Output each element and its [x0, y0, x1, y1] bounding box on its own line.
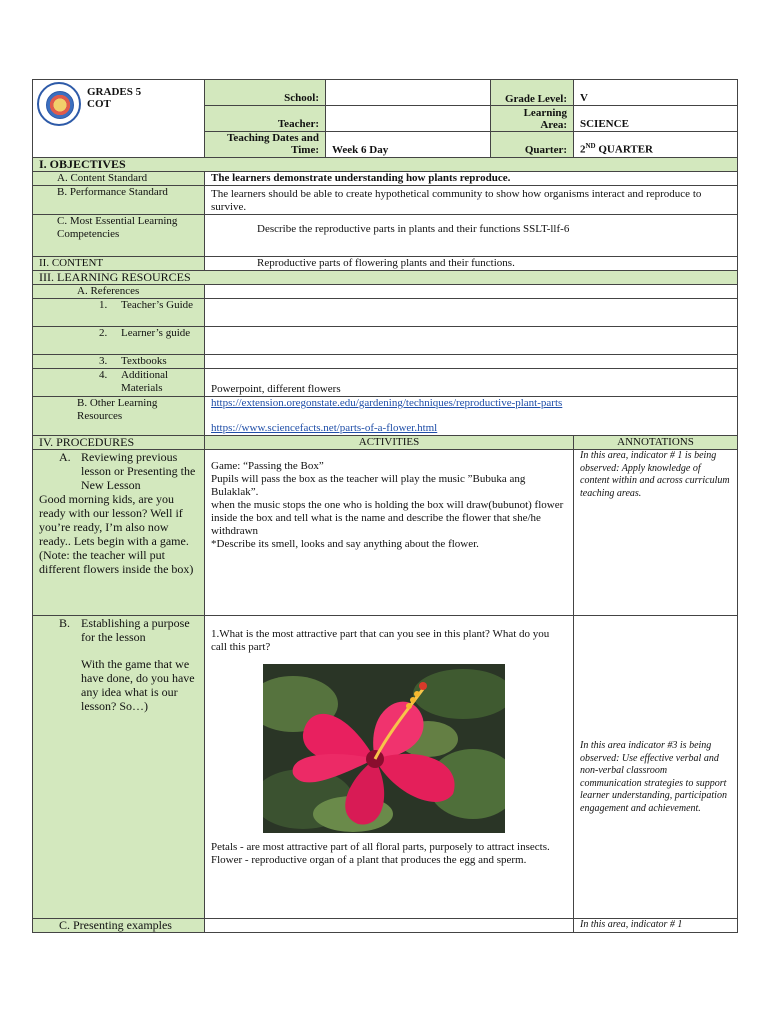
procedure-a-activities: [205, 450, 574, 616]
activity-game-describe: *Describe its smell, looks and say anything about the flower.: [211, 538, 479, 550]
grade-level-value: V: [574, 80, 738, 106]
activities-header: ACTIVITIES: [205, 436, 574, 450]
resource-link-sciencefacts[interactable]: https://www.sciencefacts.net/parts-of-a-flower.html: [211, 422, 438, 434]
references-value: [205, 285, 738, 299]
teachers-guide-value: [205, 299, 738, 327]
dates-label: Teaching Dates and Time:: [205, 132, 326, 158]
procedures-title: IV. PROCEDURES: [33, 436, 205, 450]
textbooks-value: [205, 355, 738, 369]
content-standard-value: The learners demonstrate understanding how plants reproduce.: [205, 172, 738, 186]
activity-game-instructions: Pupils will pass the box as the teacher will play the music ”Bubuka ang Bulaklak”.: [211, 473, 526, 498]
header-logo-cell: [33, 80, 205, 158]
other-resources-links: [205, 397, 738, 436]
performance-standard-label: B. Performance Standard: [33, 186, 205, 215]
resource-item-learners-guide: 2. Learner’s guide: [33, 327, 205, 355]
learning-area-value: SCIENCE: [574, 106, 738, 132]
petals-definition: Petals - are most attractive part of all floral parts, purposely to attract insects.: [211, 841, 550, 853]
resource-item-additional-materials: 4. Additional Materials: [33, 369, 205, 397]
learners-guide-value: [205, 327, 738, 355]
other-resources-label: B. Other Learning Resources: [33, 397, 205, 436]
quarter-label: Quarter:: [491, 132, 574, 158]
procedure-a-script: Good morning kids, are you ready with our lesson? Well if you’re ready, I’m also now ready.. Lets begin with a game.: [39, 492, 189, 548]
annotations-header: ANNOTATIONS: [574, 436, 738, 450]
activity-game-rules: when the music stops the one who is holding the box will draw(bubunot) flower inside the box and tell what is the name and describe the flower that she/he withdrawn: [211, 499, 564, 537]
procedure-b-activities: [205, 616, 574, 919]
melc-value: Describe the reproductive parts in plants and their functions SSLT-llf-6: [205, 215, 738, 257]
procedure-b-annotation: In this area indicator #3 is being observed: Use effective verbal and non-verbal classroom communication strategies to support learner understanding, participation engagement and achievement.: [574, 616, 738, 919]
deped-seal-icon: [37, 82, 81, 126]
content-label: II. CONTENT: [33, 257, 205, 271]
learning-area-label: Learning Area:: [491, 106, 574, 132]
melc-label: C. Most Essential Learning Competencies: [33, 215, 205, 257]
objectives-title: I. OBJECTIVES: [33, 158, 738, 172]
procedure-b-script: With the game that we have done, do you have any idea what is our lesson? So…): [81, 657, 195, 713]
procedure-c-annotation: In this area, indicator # 1: [574, 919, 738, 933]
teacher-label: Teacher:: [205, 106, 326, 132]
school-label: School:: [205, 80, 326, 106]
dates-value: Week 6 Day: [326, 132, 491, 158]
resource-item-teachers-guide: 1. Teacher’s Guide: [33, 299, 205, 327]
teacher-value: [326, 106, 491, 132]
content-value: Reproductive parts of flowering plants and their functions.: [205, 257, 738, 271]
procedure-a-label: Reviewing previous lesson or Presenting the New Lesson: [81, 450, 196, 492]
hibiscus-flower-image: [263, 664, 505, 833]
flower-definition: Flower - reproductive organ of a plant that produces the egg and sperm.: [211, 854, 527, 866]
school-value: [326, 80, 491, 106]
activity-game-title: Game: “Passing the Box”: [211, 460, 324, 472]
procedure-c-label: C. Presenting examples: [33, 919, 205, 933]
learning-resources-title: III. LEARNING RESOURCES: [33, 271, 738, 285]
lesson-plan-page: [32, 79, 737, 933]
performance-standard-value: The learners should be able to create hypothetical community to show how organisms interact and reproduce to survive.: [205, 186, 738, 215]
quarter-value: 2ND QUARTER: [574, 132, 738, 158]
grade-level-label: Grade Level:: [491, 80, 574, 106]
lesson-plan-table: [32, 79, 738, 933]
references-label: A. References: [33, 285, 205, 299]
resource-item-textbooks: 3. Textbooks: [33, 355, 205, 369]
activity-question: 1.What is the most attractive part that can you see in this plant? What do you call this part?: [211, 628, 550, 653]
procedure-a-cell: A. Reviewing previous lesson or Presenting the New Lesson Good morning kids, are you ready with our lesson? Well if you’re ready, I’m also now ready.. Lets begin with a game. (Note: the teacher will put different flowers inside the box): [33, 450, 205, 616]
procedure-b-label: Establishing a purpose for the lesson: [81, 616, 190, 644]
header-grade-title: GRADES 5 COT: [87, 86, 142, 110]
content-standard-label: A. Content Standard: [33, 172, 205, 186]
procedure-b-cell: B. Establishing a purpose for the lesson With the game that we have done, do you have any idea what is our lesson? So…): [33, 616, 205, 919]
procedure-a-annotation: In this area, indicator # 1 is being observed: Apply knowledge of content within and across curriculum teaching areas.: [574, 450, 738, 616]
procedure-a-note: (Note: the teacher will put different flowers inside the box): [39, 548, 194, 576]
procedure-c-activities: [205, 919, 574, 933]
additional-materials-value: Powerpoint, different flowers: [205, 369, 738, 397]
resource-link-oregonstate[interactable]: https://extension.oregonstate.edu/gardening/techniques/reproductive-plant-parts: [211, 397, 563, 409]
